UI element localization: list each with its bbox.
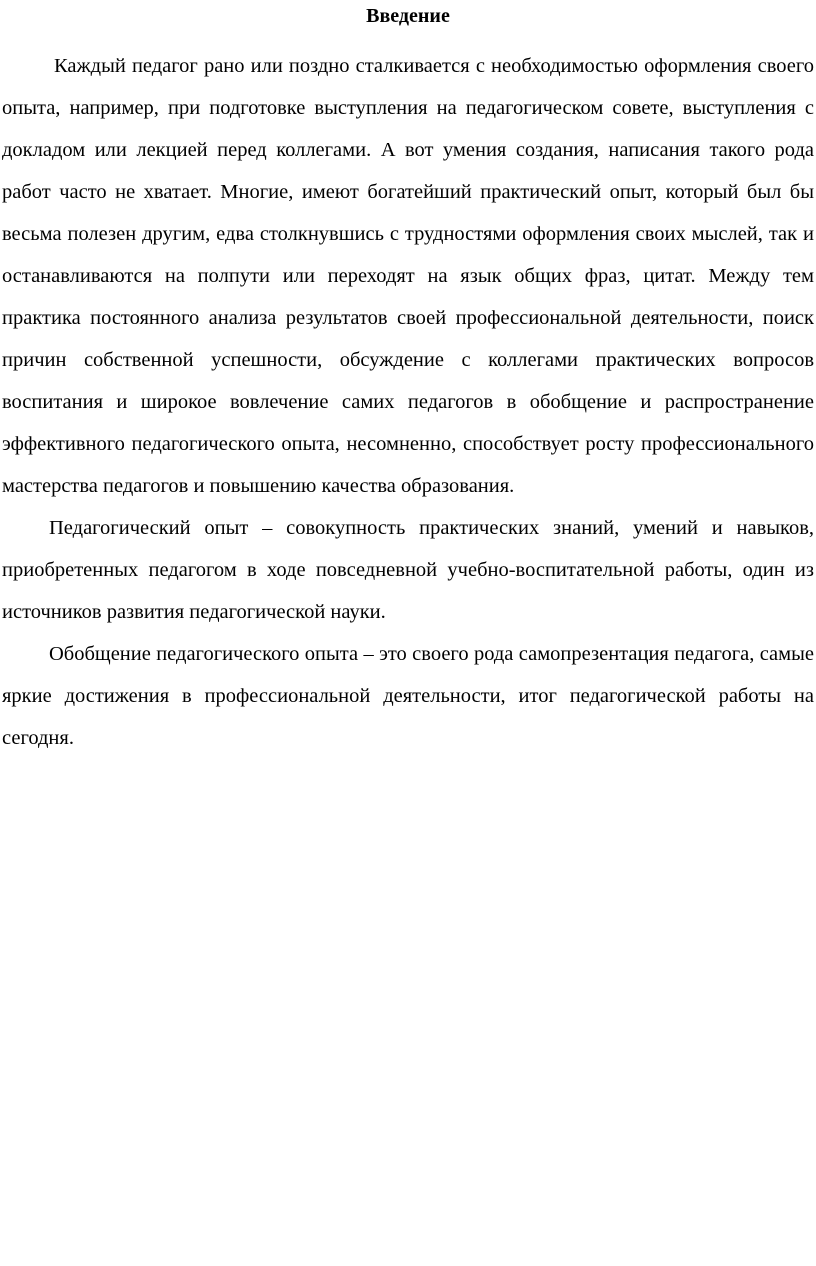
document-body: [2, 45, 814, 759]
paragraph-generalization: Обобщение педагогического опыта – это своего рода самопрезентация педагога, самые яркие достижения в профессиональной деятельности, итог педагогической работы на сегодня.: [2, 643, 814, 749]
paragraph-intro: Каждый педагог рано или поздно сталкивается с необходимостью оформления своего опыта, например, при подготовке выступления на педагогическом совете, выступления с докладом или лекцией перед коллегами. А вот умения создания, написания такого рода работ часто не хватает. Многие, имеют богатейший практический опыт, который был бы весьма полезен другим, едва столкнувшись с трудностями оформления своих мыслей, так и останавливаются на полпути или переходят на язык общих фраз, цитат. Между тем практика постоянного анализа результатов своей профессиональной деятельности, поиск причин собственной успешности, обсуждение с коллегами практических вопросов воспитания и широкое вовлечение самих педагогов в обобщение и распространение эффективного педагогического опыта, несомненно, способствует росту профессионального мастерства педагогов и повышению качества образования.: [2, 55, 814, 497]
document-title: Введение: [366, 5, 450, 27]
paragraph-definition: Педагогический опыт – совокупность практических знаний, умений и навыков, приобретенных педагогом в ходе повседневной учебно-воспитательной работы, один из источников развития педагогической науки.: [2, 517, 814, 623]
